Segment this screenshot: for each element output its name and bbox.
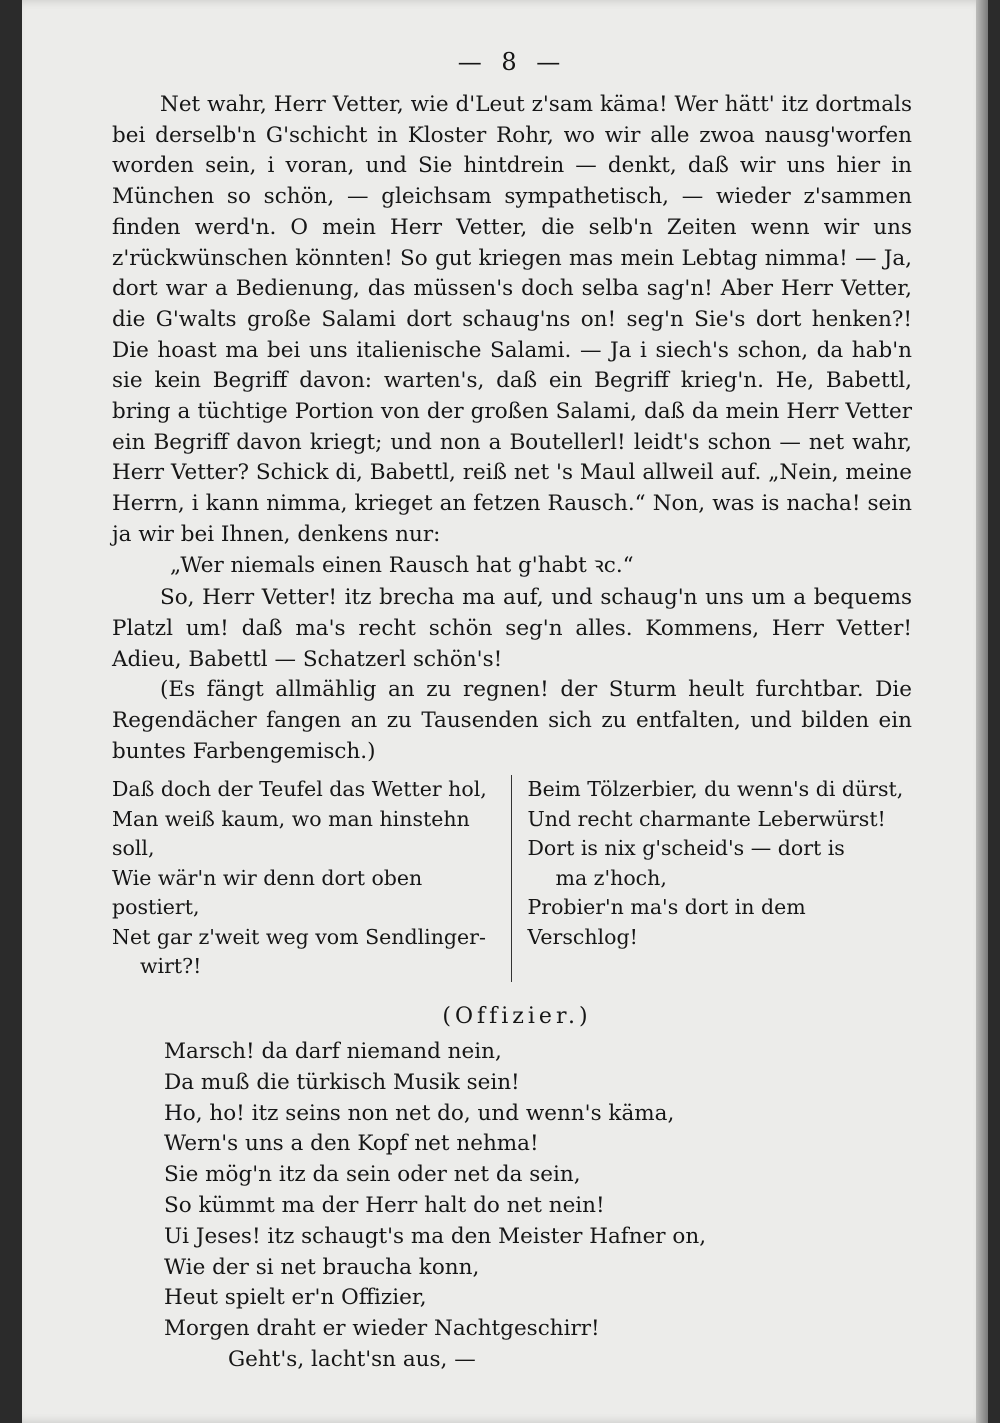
verse-line: Ui Jeses! itz schaugt's ma den Meister Hafner on, — [164, 1223, 707, 1249]
page-text — [112, 48, 912, 1376]
verse-line: Ho, ho! itz seins non net do, und wenn's käma, — [164, 1100, 675, 1126]
verse-line: Da muß die türkisch Musik sein! — [164, 1069, 520, 1095]
page-number: — 8 — — [457, 48, 567, 76]
verse-line: Und recht charmante Leberwürst! — [527, 806, 886, 831]
verse-line: Geht's, lacht'sn aus, — — [228, 1346, 476, 1372]
dialogue-paragraph-2: So, Herr Vetter! itz brecha ma auf, und schaug'n uns um a bequems Platzl um! daß ma's recht schön seg'n alles. Kommens, Herr Vetter! Adieu, Babettl — Schatzerl schön's! — [112, 585, 912, 672]
speaker-heading: (Offizier.) — [442, 1003, 592, 1029]
page-edge-shadow — [976, 0, 988, 1423]
verse-line: Sie mög'n itz da sein oder net da sein, — [164, 1162, 581, 1188]
verse-line: Marsch! da darf niemand nein, — [164, 1038, 502, 1064]
song-verse — [164, 1037, 912, 1376]
verse-line: Wern's uns a den Kopf net nehma! — [164, 1131, 539, 1157]
verse-line: Wie wär'n wir denn dort oben postiert, — [112, 865, 423, 920]
verse-line: Daß doch der Teufel das Wetter hol, — [112, 777, 487, 802]
two-column-verse — [112, 775, 912, 982]
verse-line: Man weiß kaum, wo man hinstehn soll, — [112, 806, 470, 861]
verse-line: Probier'n ma's dort in dem Verschlog! — [527, 895, 806, 949]
verse-column-right — [511, 775, 913, 982]
dialogue-paragraph: Net wahr, Herr Vetter, wie d'Leut z'sam käma! Wer hätt' itz dortmals bei derselb'n G'schicht in Kloster Rohr, wo wir alle zwoa nausg'worfen worden sein, i voran, und Sie hintdrein — denkt, daß wir uns hier in München so schön, — gleichsam sympathetisch, — wieder z'sammen finden werd'n. O mein Herr Vetter, die selb'n Zeiten wenn wir uns z'rückwünschen könnten! So gut kriegen mas mein Lebtag nimma! — Ja, dort war a Bedienung, das müssen's doch selba sag'n! Aber Herr Vetter, die G'walts große Salami dort schaug'ns on! seg'n Sie's dort henken?! Die hoast ma bei uns italienische Salami. — Ja i siech's schon, da hab'n sie kein Begriff davon: warten's, daß ein Begriff krieg'n. He, Babettl, bring a tüchtige Portion von der großen Salami, daß da mein Herr Vetter ein Begriff davon kriegt; und non a Boutellerl! leidt's schon — net wahr, Herr Vetter? Schick di, Babettl, reiß net 's Maul allweil auf. „Nein, meine Herrn, i kann nimma, krieget an fetzen Rausch.“ Non, was is nacha! sein ja wir bei Ihnen, denkens nur: — [112, 92, 912, 547]
verse-line: Net gar z'weit weg vom Sendlinger- — [112, 924, 486, 949]
verse-line: Beim Tölzerbier, du wenn's di dürst, — [527, 777, 904, 802]
book-page — [22, 0, 988, 1423]
verse-line: Wie der si net braucha konn, — [164, 1254, 480, 1280]
verse-line: Dort is nix g'scheid's — dort is — [527, 836, 845, 861]
verse-line: wirt?! — [140, 954, 202, 979]
verse-column-left — [112, 775, 511, 982]
quoted-line: „Wer niemals einen Rausch hat g'habt ꝛc.“ — [170, 552, 634, 578]
stage-direction: (Es fängt allmählig an zu regnen! der Sturm heult furchtbar. Die Regendächer fangen an zu Tausenden sich zu entfalten, und bilden ein buntes Farbengemisch.) — [112, 677, 912, 764]
verse-line: So kümmt ma der Herr halt do net nein! — [164, 1192, 605, 1218]
verse-line: Heut spielt er'n Offizier, — [164, 1285, 427, 1311]
verse-line: ma z'hoch, — [555, 865, 667, 890]
verse-line: Morgen draht er wieder Nachtgeschirr! — [164, 1316, 600, 1342]
